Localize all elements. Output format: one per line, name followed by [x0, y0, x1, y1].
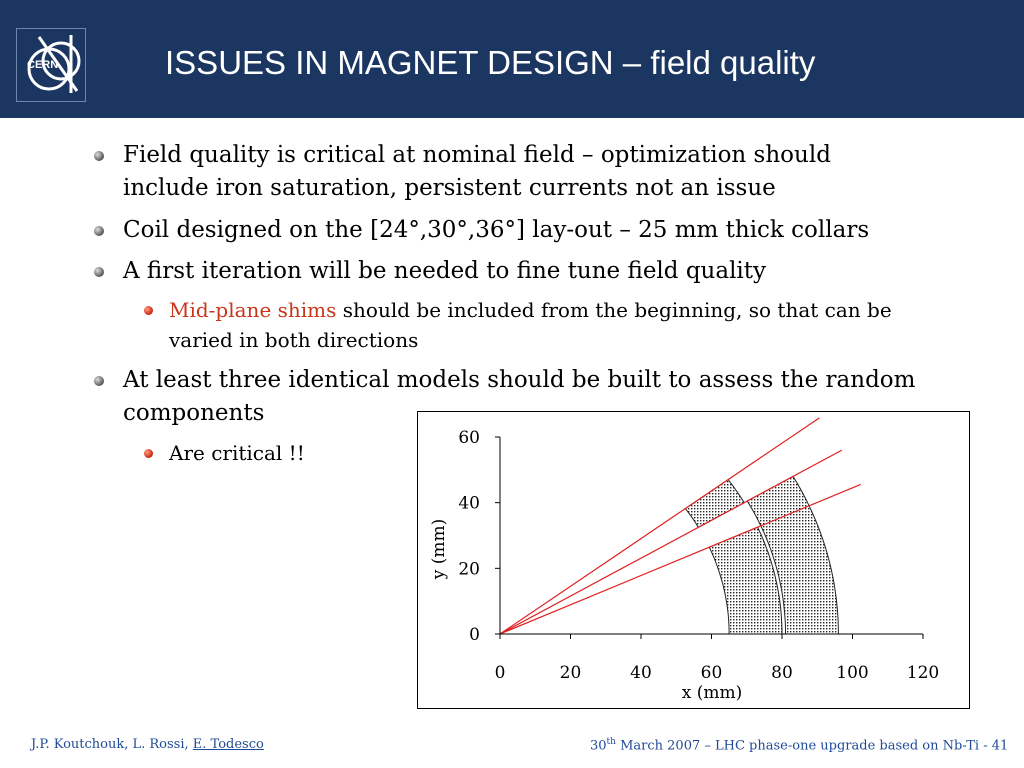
bullet-icon	[94, 151, 104, 161]
footer-date-day: 30	[590, 738, 607, 754]
highlight-text: Mid-plane shims	[169, 298, 337, 322]
sub-bullet-critical	[169, 438, 305, 468]
bullet-icon	[94, 267, 104, 277]
y-tick-label: 40	[458, 493, 480, 514]
cern-logo-graphic	[17, 29, 87, 103]
x-tick-label: 120	[906, 663, 940, 683]
x-tick-label: 100	[836, 663, 869, 683]
y-tick-label: 20	[458, 559, 480, 580]
cern-logo	[16, 28, 86, 102]
footer-date-sup: th	[606, 737, 616, 747]
bullet-text-line: At least three identical models should be built to assess the random	[123, 367, 916, 393]
x-tick-label: 60	[700, 663, 723, 683]
coil-layout-chart	[417, 411, 970, 709]
bullet-text-line: Field quality is critical at nominal field – optimization should	[123, 142, 831, 168]
bullet-icon	[94, 226, 104, 236]
sub-bullet-text-line: varied in both directions	[169, 328, 419, 352]
bullet-field-quality	[123, 139, 831, 205]
footer-authors-text: J.P. Koutchouk, L. Rossi,	[31, 737, 193, 752]
x-tick-label: 40	[630, 663, 652, 683]
page-title: ISSUES IN MAGNET DESIGN – field quality	[165, 44, 816, 81]
author-link[interactable]: E. Todesco	[192, 737, 264, 752]
y-tick-label: 0	[469, 625, 480, 645]
footer-authors	[31, 737, 264, 752]
sub-bullet-text: Are critical !!	[169, 441, 305, 465]
bullet-text-line: Coil designed on the [24°,30°,36°] lay-out – 25 mm thick collars	[123, 217, 870, 243]
x-tick-label: 80	[771, 663, 793, 683]
x-axis-label: x (mm)	[681, 683, 743, 703]
slide-header	[0, 0, 1024, 118]
bullet-text-line: include iron saturation, persistent currents not an issue	[123, 175, 776, 201]
footer-date-text: March 2007 – LHC phase-one upgrade based on Nb-Ti - 41	[615, 738, 1009, 754]
coil-block-2	[685, 480, 744, 528]
bullet-icon	[94, 376, 104, 386]
sub-bullet-icon	[144, 306, 153, 315]
sub-bullet-text-line	[169, 295, 892, 325]
sub-bullet-icon	[144, 449, 153, 458]
footer-date	[590, 737, 1008, 753]
bullet-coil-layout	[123, 214, 869, 247]
bullet-first-iteration	[123, 255, 766, 288]
sub-bullet-midplane-shims	[169, 295, 892, 355]
logo-text: CERN	[27, 59, 59, 71]
y-tick-label: 60	[458, 428, 480, 448]
y-axis-label: y (mm)	[429, 518, 449, 580]
sub-bullet-text: should be included from the beginning, so that can be	[336, 298, 892, 322]
bullet-text-line: components	[123, 400, 265, 426]
x-tick-label: 0	[494, 663, 506, 683]
chart-svg	[418, 412, 971, 710]
x-tick-label: 20	[559, 663, 582, 683]
bullet-text-line: A first iteration will be needed to fine tune field quality	[123, 258, 767, 284]
